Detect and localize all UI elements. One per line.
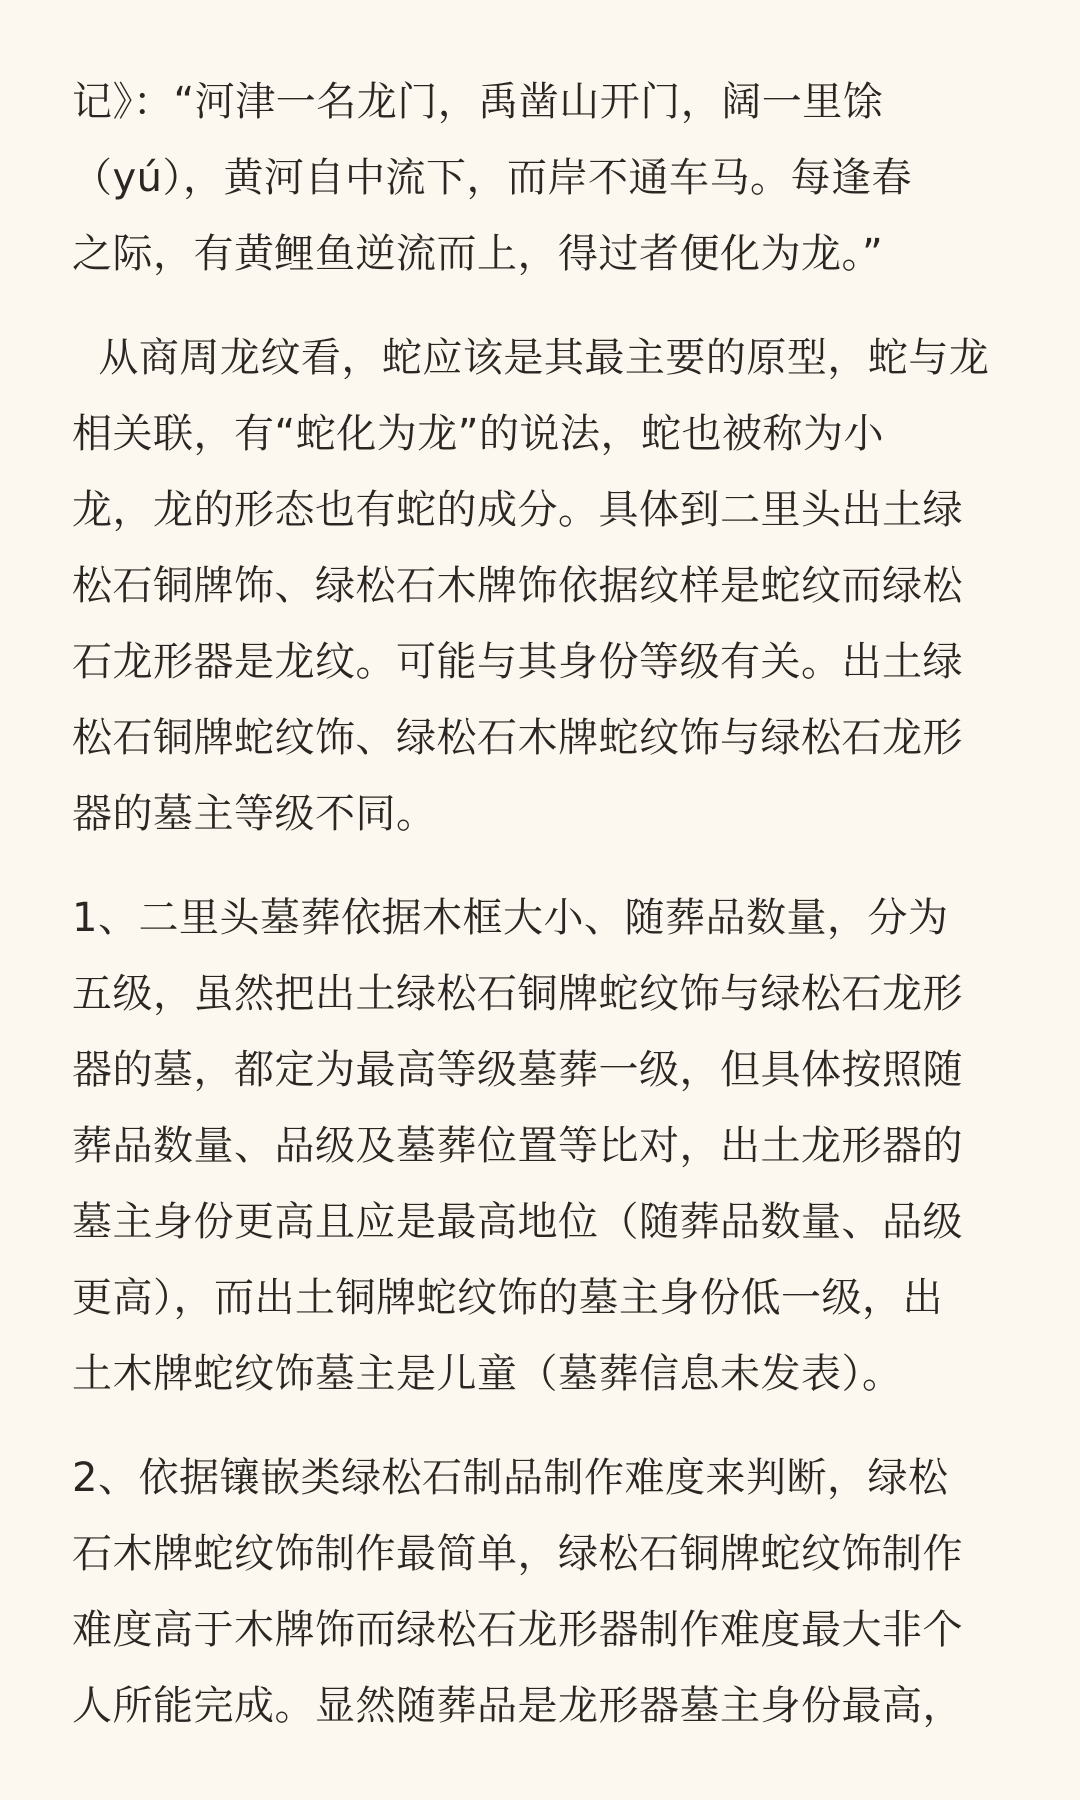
text-line: 石木牌蛇纹饰制作最简单，绿松石铜牌蛇纹饰制作 [72, 1531, 963, 1577]
text-line: 人所能完成。显然随葬品是龙形器墓主身份最高， [72, 1683, 963, 1729]
text-line: 之际，有黄鲤鱼逆流而上，得过者便化为龙。” [72, 231, 884, 277]
text-line: 五级，虽然把出土绿松石铜牌蛇纹饰与绿松石龙形 [72, 971, 963, 1017]
text-line: 葬品数量、品级及墓葬位置等比对，出土龙形器的 [72, 1123, 963, 1169]
text-line: 从商周龙纹看，蛇应该是其最主要的原型，蛇与龙 [72, 335, 990, 381]
text-line: （yú），黄河自中流下，而岸不通车马。每逢春 [72, 155, 913, 201]
text-line: 难度高于木牌饰而绿松石龙形器制作难度最大非个 [72, 1607, 963, 1653]
paragraph-point-1 [72, 880, 1008, 1412]
paragraph-quote [72, 64, 1008, 292]
text-line: 龙，龙的形态也有蛇的成分。具体到二里头出土绿 [72, 487, 963, 533]
text-line: 石龙形器是龙纹。可能与其身份等级有关。出土绿 [72, 639, 963, 685]
paragraph-point-2 [72, 1440, 1008, 1744]
text-line: 记》：“河津一名龙门，禹凿山开门，阔一里馀 [72, 79, 884, 125]
text-line: 相关联，有“蛇化为龙”的说法，蛇也被称为小 [72, 411, 884, 457]
text-line: 1、二里头墓葬依据木框大小、随葬品数量，分为 [72, 895, 949, 941]
text-line: 更高），而出土铜牌蛇纹饰的墓主身份低一级，出 [72, 1275, 943, 1321]
text-line: 2、依据镶嵌类绿松石制品制作难度来判断，绿松 [72, 1455, 949, 1501]
text-line: 器的墓，都定为最高等级墓葬一级，但具体按照随 [72, 1047, 963, 1093]
text-line: 墓主身份更高且应是最高地位（随葬品数量、品级 [72, 1199, 963, 1245]
paragraph-dragon-origin [72, 320, 1008, 852]
text-line: 土木牌蛇纹饰墓主是儿童（墓葬信息未发表）。 [72, 1351, 903, 1397]
text-line: 松石铜牌饰、绿松石木牌饰依据纹样是蛇纹而绿松 [72, 563, 963, 609]
text-line: 松石铜牌蛇纹饰、绿松石木牌蛇纹饰与绿松石龙形 [72, 715, 963, 761]
text-line: 器的墓主等级不同。 [72, 791, 437, 837]
